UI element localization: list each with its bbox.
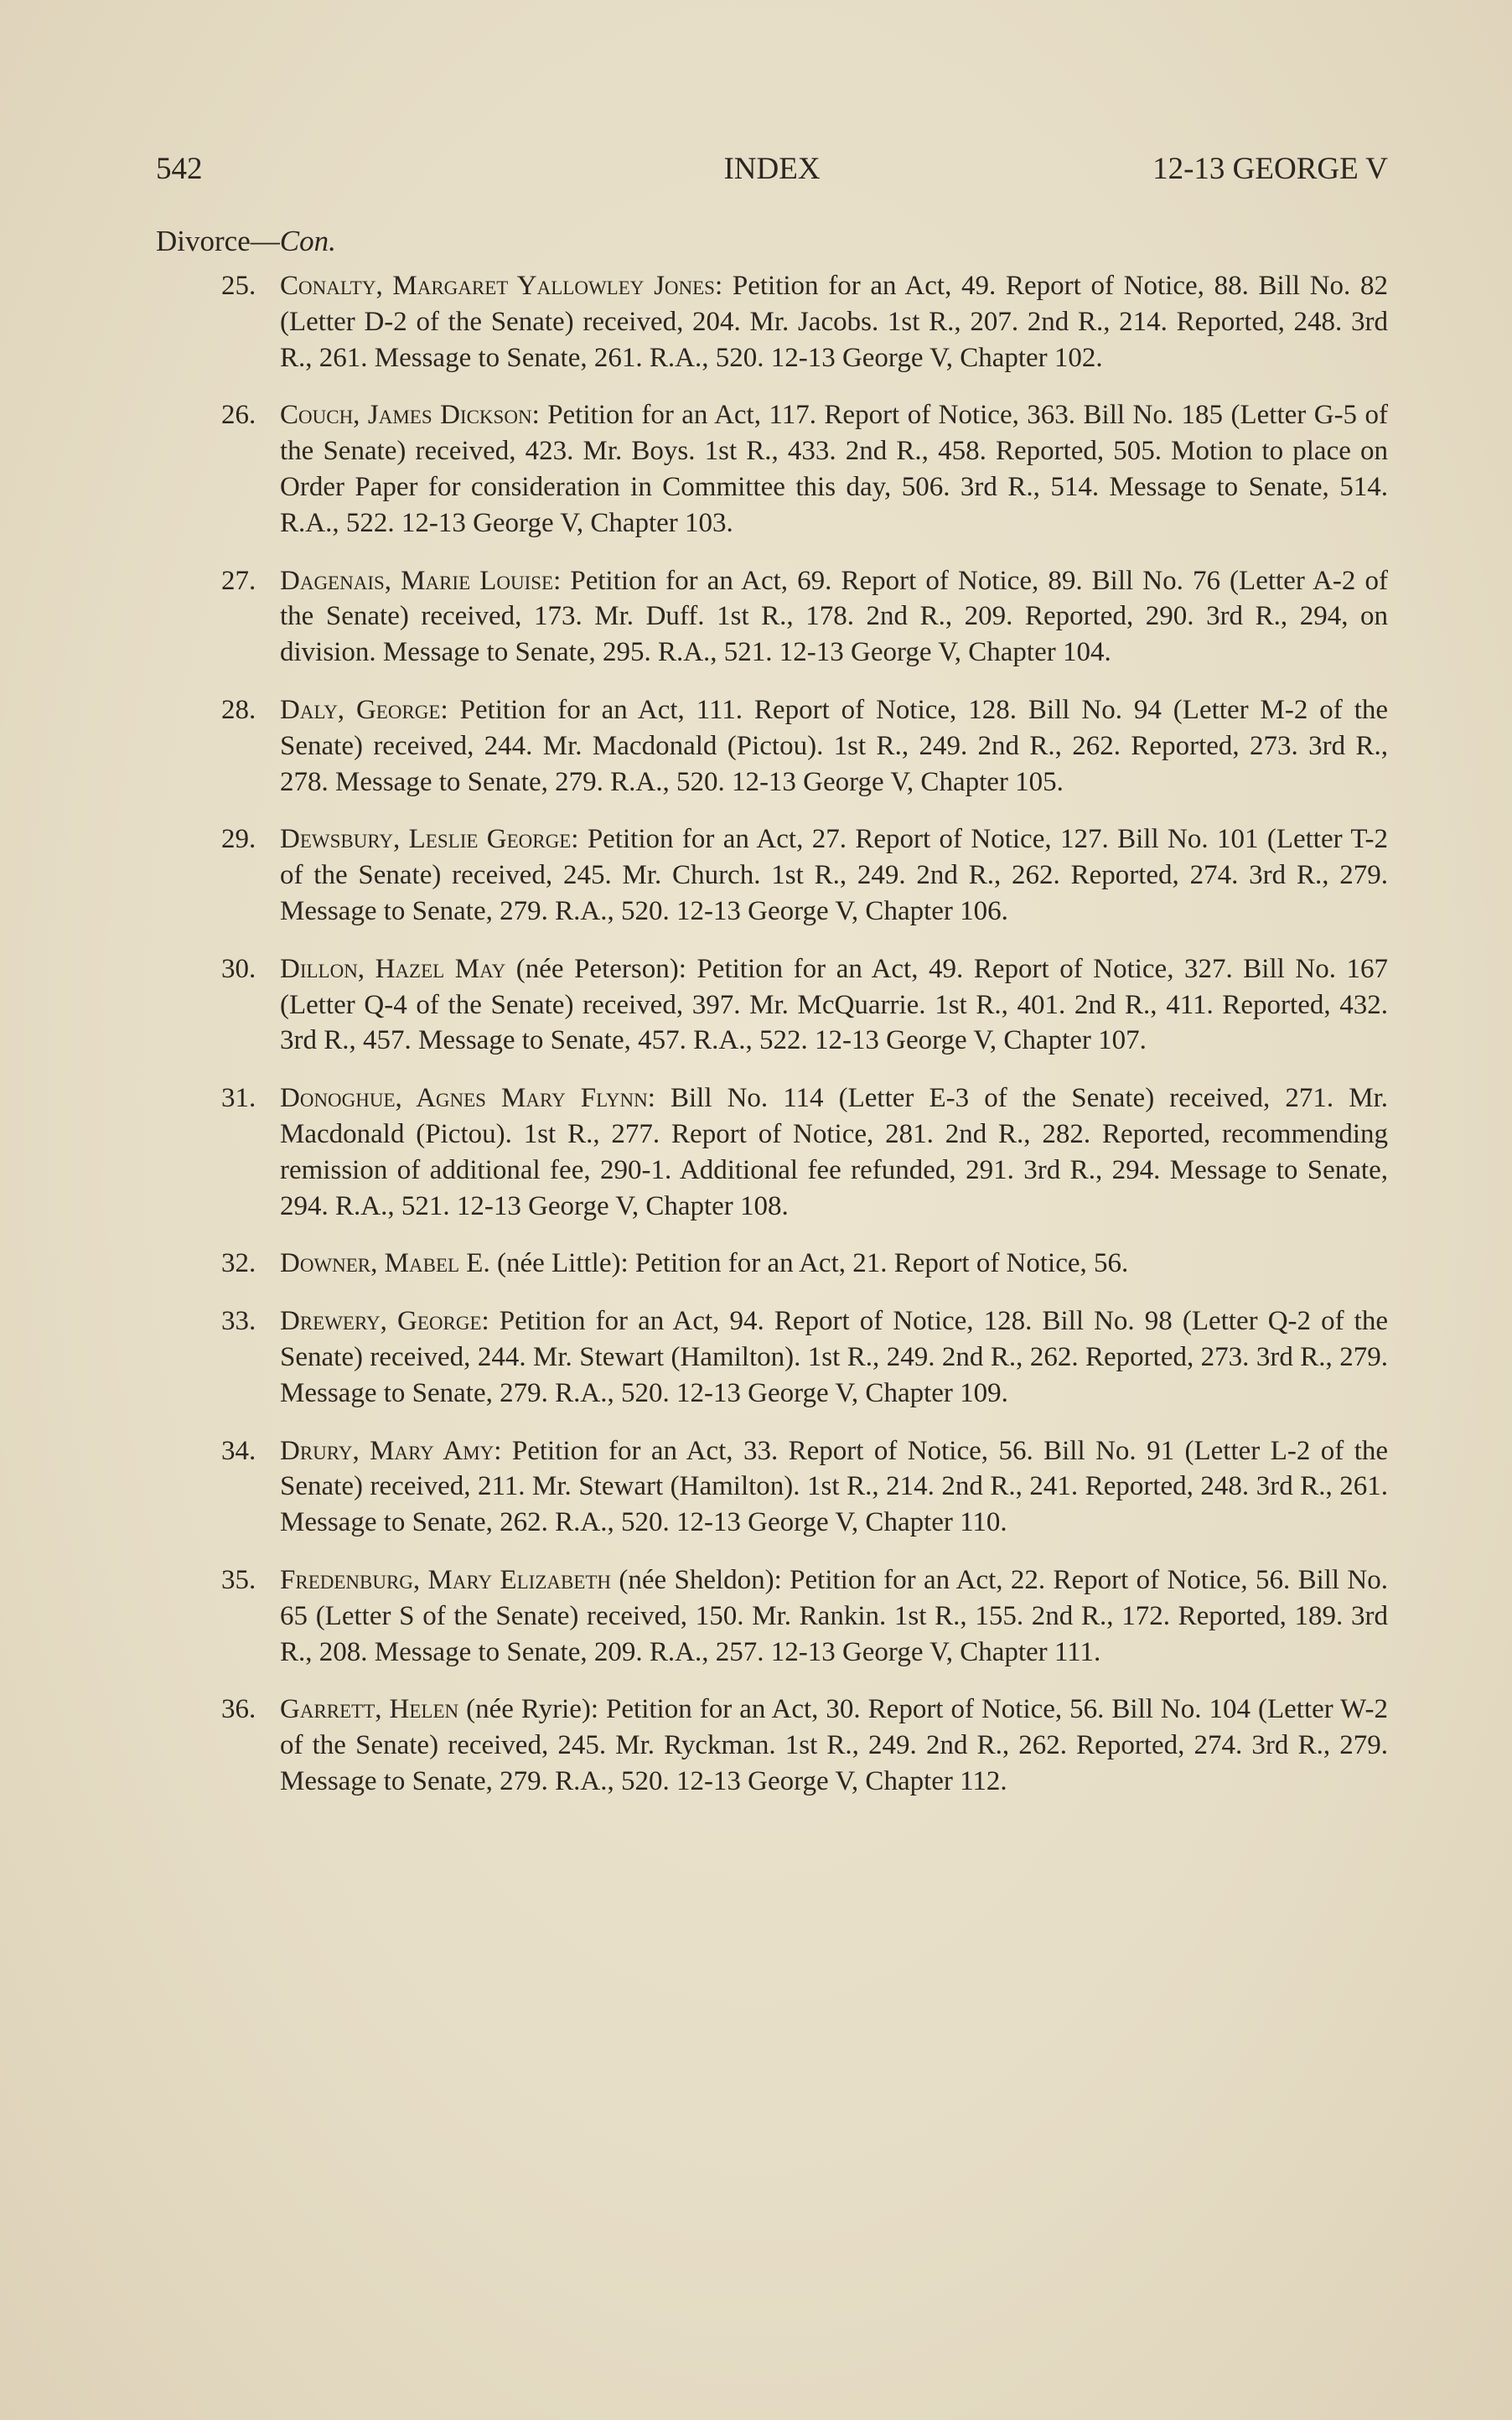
entry-text: Petition for an Act, 111. Report of Notice, 128. Bill No. 94 (Letter M-2 of the Senate) received, 244. Mr. Macdonald (Pictou). 1st R., 249. 2nd R., 262. Reported, 273. 3rd R., 278. Message to Senate, 279. R.A., 520. 12-13 George V, Chapter 105. xyxy=(280,694,1389,797)
running-header xyxy=(156,151,1388,201)
entry-text: Petition for an Act, 94. Report of Notice, 128. Bill No. 98 (Letter Q-2 of the Senate) received, 244. Mr. Stewart (Hamilton). 1st R., 249. 2nd R., 262. Reported, 273. 3rd R., 279. Message to Senate, 279. R.A., 520. 12-13 George V, Chapter 109. xyxy=(280,1306,1388,1408)
index-entry xyxy=(194,1562,1388,1670)
entry-list xyxy=(194,268,1388,1821)
entry-separator: : xyxy=(440,694,460,725)
index-entry xyxy=(194,1692,1388,1799)
entry-text: Petition for an Act, 27. Report of Notice, 127. Bill No. 101 (Letter T-2 of the Senate) received, 245. Mr. Church. 1st R., 249. 2nd R., 262. Reported, 274. 3rd R., 279. Message to Senate, 279. R.A., 520. 12-13 George V, Chapter 106. xyxy=(280,824,1388,926)
entry-text: Bill No. 114 (Letter E-3 of the Senate) received, 271. Mr. Macdonald (Pictou). 1st R., 277. Report of Notice, 281. 2nd R., 282. Reported, recommending remission of additional fee, 290-1. Additional fee refunded, 291. 3rd R., 294. Message to Senate, 294. R.A., 521. 12-13 George V, Chapter 108. xyxy=(280,1083,1388,1221)
entry-name: Garrett, Helen xyxy=(280,1694,459,1725)
entry-name: Drewery, George xyxy=(280,1306,482,1337)
index-entry xyxy=(194,397,1388,541)
entry-number: 26. xyxy=(221,400,256,431)
entry-separator: : xyxy=(481,1306,500,1337)
entry-name: Dewsbury, Leslie George xyxy=(280,824,572,855)
header-title: INDEX xyxy=(723,152,821,186)
entry-number: 30. xyxy=(221,953,256,984)
entry-name: Couch, James Dickson xyxy=(280,400,532,431)
index-entry xyxy=(194,563,1388,671)
entry-number: 33. xyxy=(221,1306,256,1337)
section-continued: Con. xyxy=(279,225,336,257)
entry-separator: : xyxy=(647,1083,671,1114)
entry-separator: : xyxy=(714,271,733,301)
entry-name: Dillon, Hazel May xyxy=(280,953,506,984)
section-heading xyxy=(156,225,336,258)
entry-text: Petition for an Act, 22. Report of Notice, 56. Bill No. 65 (Letter S of the Senate) received, 150. Mr. Rankin. 1st R., 155. 2nd R., 172. Reported, 189. 3rd R., 208. Message to Senate, 209. R.A., 257. 12-13 George V, Chapter 111. xyxy=(280,1564,1389,1667)
entry-separator: : xyxy=(571,824,588,855)
entry-number: 28. xyxy=(221,694,256,725)
entry-separator: (née Peterson): xyxy=(505,953,697,984)
entry-name: Donoghue, Agnes Mary Flynn xyxy=(280,1083,648,1114)
entry-text: Petition for an Act, 21. Report of Notice, 56. xyxy=(634,1248,1129,1279)
page-number: 542 xyxy=(156,152,203,186)
entry-separator: : xyxy=(553,565,571,596)
index-entry xyxy=(194,1303,1388,1411)
entry-text: Petition for an Act, 49. Report of Notice, 327. Bill No. 167 (Letter Q-4 of the Senate) received, 397. Mr. McQuarrie. 1st R., 401. 2nd R., 411. Reported, 432. 3rd R., 457. Message to Senate, 457. R.A., 522. 12-13 George V, Chapter 107. xyxy=(280,953,1388,1056)
entry-text: Petition for an Act, 33. Report of Notice, 56. Bill No. 91 (Letter L-2 of the Senate) received, 211. Mr. Stewart (Hamilton). 1st R., 214. 2nd R., 241. Reported, 248. 3rd R., 261. Message to Senate, 262. R.A., 520. 12-13 George V, Chapter 110. xyxy=(280,1435,1389,1538)
index-entry xyxy=(194,1246,1388,1282)
entry-name: Daly, George xyxy=(280,694,441,725)
index-entry xyxy=(194,268,1388,376)
entry-text: Petition for an Act, 30. Report of Notice, 56. Bill No. 104 (Letter W-2 of the Senate) received, 245. Mr. Ryckman. 1st R., 249. 2nd R., 262. Reported, 274. 3rd R., 279. Message to Senate, 279. R.A., 520. 12-13 George V, Chapter 112. xyxy=(280,1694,1388,1796)
entry-separator: (née Little): xyxy=(489,1248,635,1279)
entry-separator: (née Ryrie): xyxy=(458,1694,607,1725)
entry-separator: : xyxy=(494,1435,512,1466)
entry-name: Conalty, Margaret Yallowley Jones xyxy=(280,271,715,301)
entry-number: 36. xyxy=(221,1694,256,1725)
entry-text: Petition for an Act, 69. Report of Notice, 89. Bill No. 76 (Letter A-2 of the Senate) received, 173. Mr. Duff. 1st R., 178. 2nd R., 209. Reported, 290. 3rd R., 294, on division. Message to Senate, 295. R.A., 521. 12-13 George V, Chapter 104. xyxy=(280,565,1389,668)
entry-number: 27. xyxy=(221,565,256,596)
entry-number: 25. xyxy=(221,271,256,301)
entry-number: 31. xyxy=(221,1083,256,1114)
header-reign: 12-13 GEORGE V xyxy=(1152,152,1388,186)
entry-number: 32. xyxy=(221,1248,256,1279)
index-entry xyxy=(194,821,1388,929)
entry-name: Dagenais, Marie Louise xyxy=(280,565,554,596)
index-entry xyxy=(194,1080,1388,1224)
index-entry xyxy=(194,1433,1388,1541)
entry-name: Drury, Mary Amy xyxy=(280,1435,495,1466)
entry-separator: : xyxy=(531,400,548,431)
entry-text: Petition for an Act, 49. Report of Notice, 88. Bill No. 82 (Letter D-2 of the Senate) received, 204. Mr. Jacobs. 1st R., 207. 2nd R., 214. Reported, 248. 3rd R., 261. Message to Senate, 261. R.A., 520. 12-13 George V, Chapter 102. xyxy=(280,271,1389,373)
entry-number: 34. xyxy=(221,1435,256,1466)
entry-name: Fredenburg, Mary Elizabeth xyxy=(280,1564,612,1595)
section-title: Divorce xyxy=(156,225,251,257)
index-entry xyxy=(194,692,1388,800)
entry-separator: (née Sheldon): xyxy=(611,1564,790,1595)
section-dash: — xyxy=(250,225,280,257)
entry-number: 29. xyxy=(221,824,256,855)
entry-text: Petition for an Act, 117. Report of Notice, 363. Bill No. 185 (Letter G-5 of the Senate) received, 423. Mr. Boys. 1st R., 433. 2nd R., 458. Reported, 505. Motion to place on Order Paper for consideration in Committee this day, 506. 3rd R., 514. Message to Senate, 514. R.A., 522. 12-13 George V, Chapter 103. xyxy=(280,400,1389,538)
index-entry xyxy=(194,951,1388,1059)
entry-number: 35. xyxy=(221,1564,256,1595)
entry-name: Downer, Mabel E. xyxy=(280,1248,490,1279)
